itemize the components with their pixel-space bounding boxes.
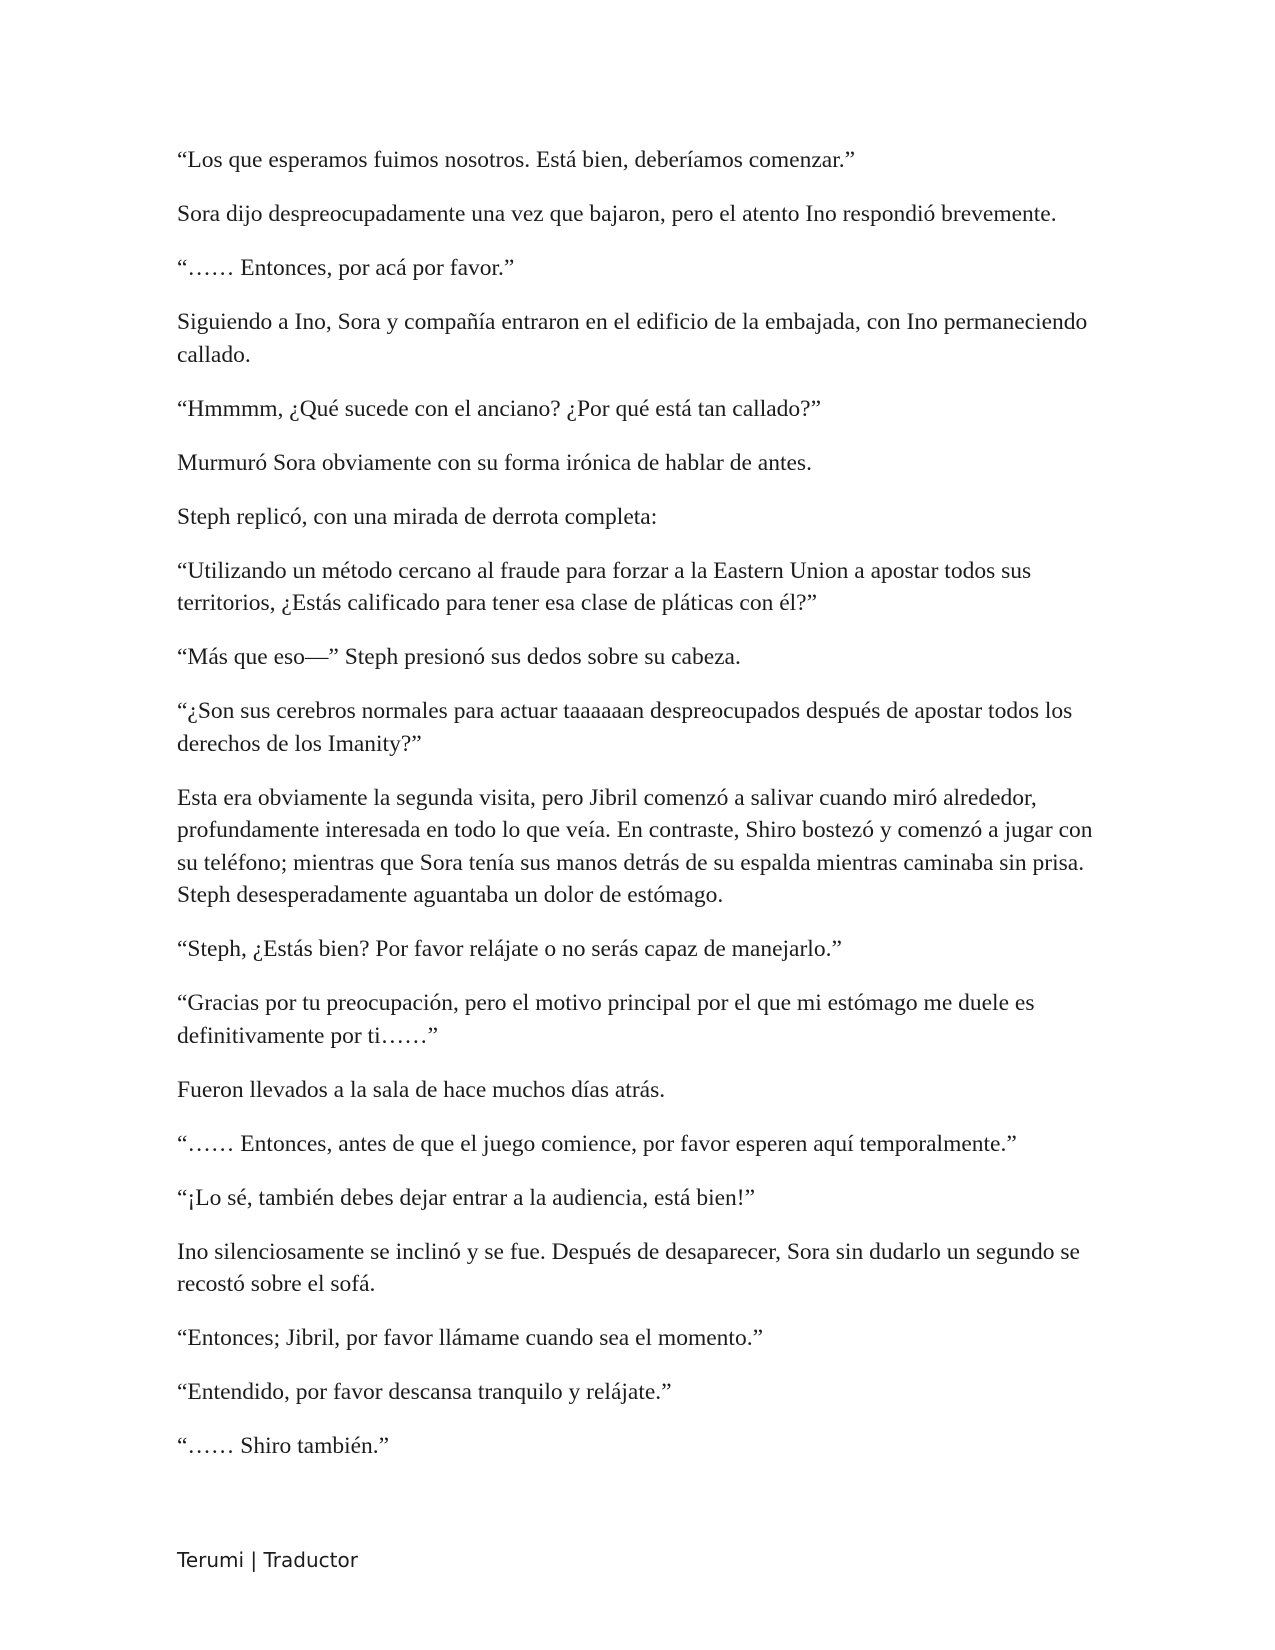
- document-body: [177, 144, 1107, 1484]
- paragraph: “…… Entonces, antes de que el juego comience, por favor esperen aquí temporalmente.”: [177, 1130, 1017, 1157]
- paragraph: “¿Son sus cerebros normales para actuar taaaaaan despreocupados después de apostar todos los derechos de los Imanity?”: [177, 698, 1073, 757]
- paragraph: Fueron llevados a la sala de hace muchos días atrás.: [177, 1076, 666, 1103]
- page-footer: Terumi | Traductor: [177, 1548, 358, 1572]
- paragraph: Sora dijo despreocupadamente una vez que bajaron, pero el atento Ino respondió brevemente.: [177, 201, 1057, 227]
- paragraph: “…… Entonces, por acá por favor.”: [177, 255, 515, 281]
- paragraph: “Los que esperamos fuimos nosotros. Está bien, deberíamos comenzar.”: [177, 147, 856, 173]
- paragraph: “Entonces; Jibril, por favor llámame cuando sea el momento.”: [177, 1325, 763, 1351]
- paragraph: Esta era obviamente la segunda visita, pero Jibril comenzó a salivar cuando miró alrededor, profundamente interesada en todo lo que veía. En contraste, Shiro bostezó y comenzó a jugar con su teléfono; mientras que Sora tenía sus manos detrás de su espalda mientras caminaba sin prisa. Steph desesperadamente aguantaba un dolor de estómago.: [177, 784, 1093, 908]
- paragraph: “Hmmmm, ¿Qué sucede con el anciano? ¿Por qué está tan callado?”: [177, 395, 822, 422]
- paragraph: “…… Shiro también.”: [177, 1433, 390, 1459]
- paragraph: Murmuró Sora obviamente con su forma irónica de hablar de antes.: [177, 449, 812, 476]
- paragraph: Ino silenciosamente se inclinó y se fue. Después de desaparecer, Sora sin dudarlo un segundo se recostó sobre el sofá.: [177, 1238, 1080, 1297]
- paragraph: “Steph, ¿Estás bien? Por favor relájate o no serás capaz de manejarlo.”: [177, 936, 842, 962]
- paragraph: “Más que eso—” Steph presionó sus dedos sobre su cabeza.: [177, 644, 741, 670]
- paragraph: Siguiendo a Ino, Sora y compañía entraron en el edificio de la embajada, con Ino permaneciendo callado.: [177, 309, 1088, 368]
- paragraph: “Gracias por tu preocupación, pero el motivo principal por el que mi estómago me duele es definitivamente por ti……”: [177, 990, 1035, 1049]
- paragraph: Steph replicó, con una mirada de derrota completa:: [177, 503, 658, 530]
- paragraph: “Utilizando un método cercano al fraude para forzar a la Eastern Union a apostar todos sus territorios, ¿Estás calificado para tener esa clase de pláticas con él?”: [177, 557, 1032, 616]
- paragraph: “¡Lo sé, también debes dejar entrar a la audiencia, está bien!”: [177, 1184, 756, 1211]
- paragraph: “Entendido, por favor descansa tranquilo y relájate.”: [177, 1379, 672, 1405]
